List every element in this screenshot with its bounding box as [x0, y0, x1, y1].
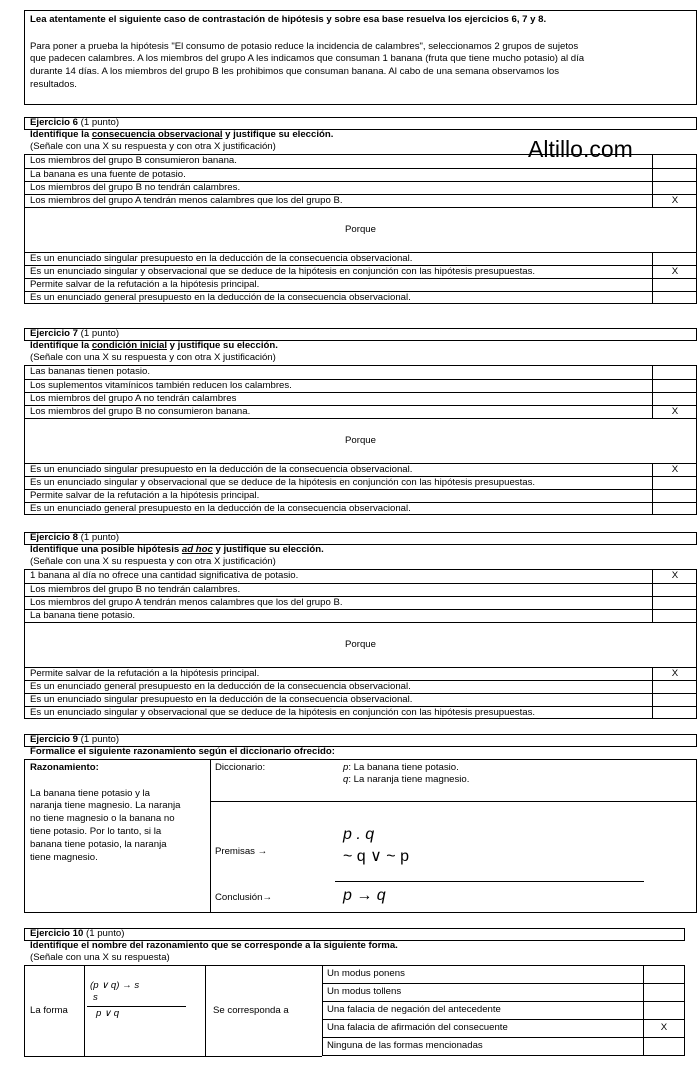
ex7-reason-text: Es un enunciado general presupuesto en la deducción de la consecuencia observacional.: [30, 502, 411, 514]
ex8-reason-text: Es un enunciado general presupuesto en la deducción de la consecuencia observacional.: [30, 680, 411, 692]
ex6-reason-text: Es un enunciado singular presupuesto en la deducción de la consecuencia observacional.: [30, 252, 413, 264]
ex6-question: Identifique la consecuencia observacional y justifique su elección.: [30, 129, 334, 140]
ex6-option-text: Los miembros del grupo B no tendrán calambres.: [30, 181, 241, 193]
ex8-reason-text: Es un enunciado singular y observacional que se deduce de la hipótesis en conjunción con las hipótesis presupuestas.: [30, 706, 536, 718]
ex8-option-text: Los miembros del grupo A tendrán menos calambres que los del grupo B.: [30, 596, 343, 608]
ex7-option-text: Los miembros del grupo A no tendrán calambres: [30, 392, 237, 404]
ex6-title: Ejercicio 6 (1 punto): [30, 117, 120, 128]
ex10-mark-column-divider: [643, 983, 644, 1001]
intro-line-2: que padecen calambres. A los miembros del grupo A les indicamos que consuman 1 banana (fruta que tiene mucho potasio) al día: [30, 53, 585, 64]
ex10-mark-column-divider: [643, 965, 644, 983]
ex6-option-mark[interactable]: X: [671, 194, 679, 206]
ex9-conclusion-line: [335, 881, 644, 882]
ex9-premisa-2: ~ q ∨ ~ p: [343, 848, 409, 865]
ex7-option-text: Los miembros del grupo B no consumieron banana.: [30, 405, 251, 417]
ex7-hint: (Señale con una X su respuesta y con otra X justificación): [30, 352, 276, 363]
ex9-premisa-1: p . q: [343, 826, 375, 843]
ex9-dict-entry-p: p: La banana tiene potasio.: [343, 762, 459, 773]
ex8-option-text: Los miembros del grupo B no tendrán calambres.: [30, 583, 241, 595]
ex6-porque-label: Porque: [345, 223, 376, 235]
ex9-razonamiento-label: Razonamiento:: [30, 762, 99, 773]
ex9-title: Ejercicio 9 (1 punto): [30, 734, 120, 745]
ex10-formula-line-2: s: [93, 992, 98, 1003]
ex8-reason-text: Permite salvar de la refutación a la hipótesis principal.: [30, 667, 260, 679]
ex10-formula-line-1: (p ∨ q) → s: [90, 980, 140, 991]
ex9-razonamiento-line: tiene magnesio.: [30, 852, 98, 863]
intro-line-4: resultados.: [30, 79, 77, 90]
ex10-option-text: Un modus tollens: [327, 986, 402, 997]
ex9-razonamiento-line: La banana tiene potasio y la: [30, 788, 151, 799]
ex9-razonamiento-line: tiene potasio. Por lo tanto, si la: [30, 826, 162, 837]
ex10-forma-label: La forma: [30, 1005, 68, 1016]
ex8-question: Identifique una posible hipótesis ad hoc y justifique su elección.: [30, 544, 324, 555]
ex9-conclusion: p → q: [343, 887, 386, 904]
ex9-razonamiento-line: naranja tiene magnesio. La naranja: [30, 800, 181, 811]
ex6-row-divider: [24, 207, 697, 208]
ex6-hint: (Señale con una X su respuesta y con otra X justificación): [30, 141, 276, 152]
ex10-option-mark[interactable]: X: [660, 1022, 668, 1033]
ex10-hint: (Señale con una X su respuesta): [30, 952, 170, 963]
ex8-option-text: La banana tiene potasio.: [30, 609, 136, 621]
ex7-option-mark[interactable]: X: [671, 405, 679, 417]
ex9-conclusion-label: Conclusión→: [215, 892, 273, 903]
ex8-option-mark[interactable]: X: [671, 570, 679, 581]
ex9-premisas-label: Premisas →: [215, 846, 268, 857]
ex10-formula-line-3: p ∨ q: [96, 1008, 120, 1019]
ex7-title: Ejercicio 7 (1 punto): [30, 328, 120, 339]
ex10-title: Ejercicio 10 (1 punto): [30, 928, 125, 939]
ex8-hint: (Señale con una X su respuesta y con otra X justificación): [30, 556, 276, 567]
ex6-mark-column-divider: [652, 252, 653, 304]
intro-line-1: Para poner a prueba la hipótesis "El consumo de potasio reduce la incidencia de calambres", seleccionamos 2 grupos de sujetos: [30, 41, 579, 52]
ex6-option-text: Los miembros del grupo A tendrán menos calambres que los del grupo B.: [30, 194, 343, 206]
ex10-question: Identifique el nombre del razonamiento que se corresponde a la siguiente forma.: [30, 940, 398, 951]
ex9-razonamiento-line: banana tiene potasio, la naranja: [30, 839, 167, 850]
ex10-option-text: Una falacia de negación del antecedente: [327, 1004, 501, 1015]
ex10-corresponde-label: Se corresponda a: [213, 1005, 289, 1016]
ex10-mark-column-divider: [643, 1001, 644, 1019]
ex7-reason-mark[interactable]: X: [671, 463, 679, 475]
ex10-option-text: Una falacia de afirmación del consecuente: [327, 1022, 508, 1033]
ex8-title: Ejercicio 8 (1 punto): [30, 532, 120, 543]
ex8-porque-label: Porque: [345, 638, 376, 650]
ex7-reason-text: Es un enunciado singular y observacional que se deduce de la hipótesis en conjunción con las hipótesis presupuestas.: [30, 476, 536, 488]
ex9-diccionario-label: Diccionario:: [215, 762, 266, 773]
watermark: Altillo.com: [528, 136, 633, 162]
ex7-option-text: Los suplementos vitamínicos también reducen los calambres.: [30, 379, 292, 391]
ex7-option-text: Las bananas tienen potasio.: [30, 366, 151, 377]
ex9-question: Formalice el siguiente razonamiento según el diccionario ofrecido:: [30, 746, 335, 757]
ex8-reason-text: Es un enunciado singular presupuesto en la deducción de la consecuencia observacional.: [30, 693, 413, 705]
ex6-option-text: La banana es una fuente de potasio.: [30, 168, 186, 180]
intro-title: Lea atentamente el siguiente caso de contrastación de hipótesis y sobre esa base resuelva los ejercicios 6, 7 y 8.: [30, 14, 547, 25]
ex6-reason-mark[interactable]: X: [671, 265, 679, 277]
ex9-razonamiento-line: no tiene magnesio o la banana no: [30, 813, 175, 824]
ex10-option-text: Ninguna de las formas mencionadas: [327, 1040, 483, 1051]
ex8-reason-mark[interactable]: X: [671, 667, 679, 679]
ex8-option-text: 1 banana al día no ofrece una cantidad significativa de potasio.: [30, 570, 299, 581]
ex7-porque-label: Porque: [345, 434, 376, 446]
ex6-option-text: Los miembros del grupo B consumieron banana.: [30, 155, 237, 166]
ex7-reason-text: Permite salvar de la refutación a la hipótesis principal.: [30, 489, 260, 501]
ex10-option-text: Un modus ponens: [327, 968, 405, 979]
ex10-mark-column-divider: [643, 1037, 644, 1055]
ex9-dict-entry-q: q: La naranja tiene magnesio.: [343, 774, 470, 785]
ex7-reason-text: Es un enunciado singular presupuesto en la deducción de la consecuencia observacional.: [30, 463, 413, 475]
ex6-reason-text: Permite salvar de la refutación a la hipótesis principal.: [30, 278, 260, 290]
ex7-row-divider: [24, 418, 697, 419]
ex6-reason-text: Es un enunciado singular y observacional que se deduce de la hipótesis en conjunción con las hipótesis presupuestas.: [30, 265, 536, 277]
ex7-question: Identifique la condición inicial y justifique su elección.: [30, 340, 278, 351]
ex8-row-divider: [24, 622, 697, 623]
ex6-reason-text: Es un enunciado general presupuesto en la deducción de la consecuencia observacional.: [30, 291, 411, 303]
intro-line-3: durante 14 días. A los miembros del grupo B les prohibimos que consuman banana. Al cabo de una semana observamos los: [30, 66, 560, 77]
